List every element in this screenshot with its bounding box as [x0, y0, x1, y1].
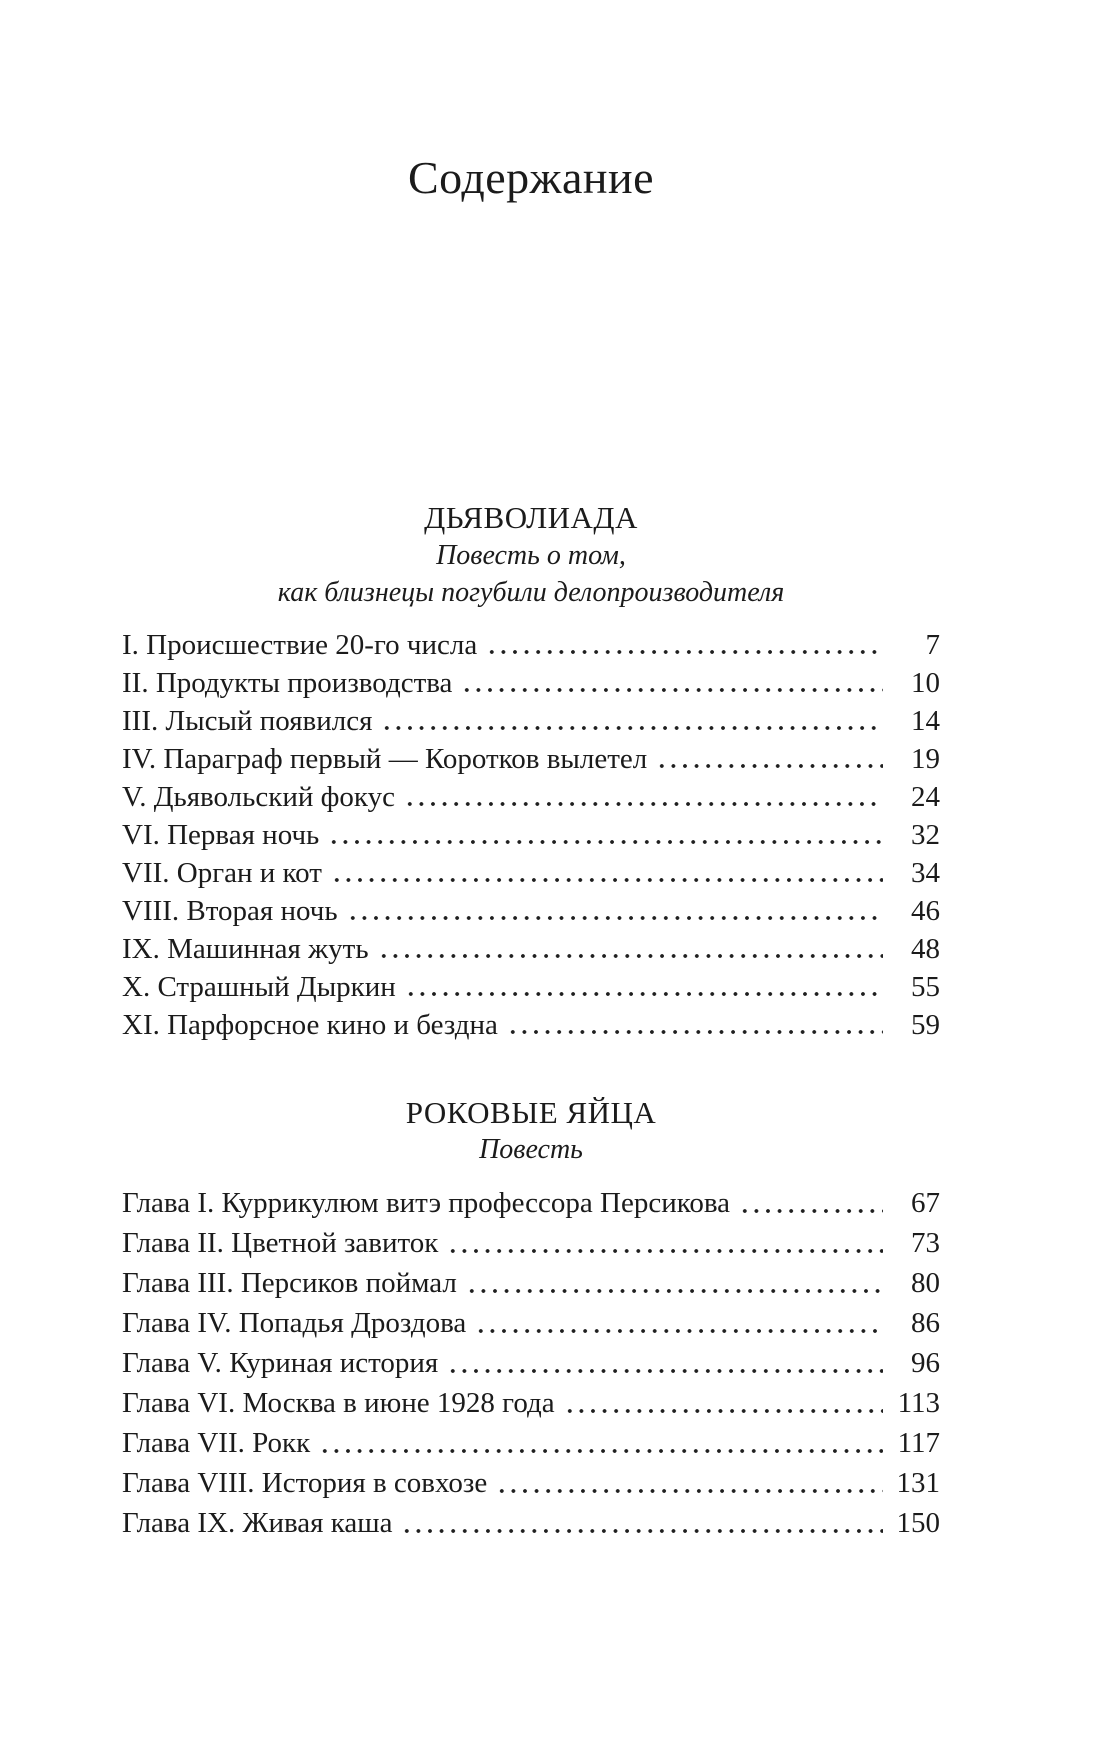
toc-entry [122, 1463, 940, 1503]
toc-entry-page: 73 [911, 1227, 940, 1260]
toc-entry [122, 626, 940, 664]
section-subtitle-line1: Повесть о том, [436, 539, 626, 571]
page-title: Содержание [407, 152, 655, 203]
toc-entry-page: 46 [911, 894, 940, 927]
toc-entry-page: 67 [911, 1187, 940, 1220]
toc-entry-page: 150 [896, 1507, 940, 1540]
dot-leader [496, 1489, 883, 1493]
toc-entry-page: 48 [911, 932, 940, 965]
dot-leader [656, 764, 883, 768]
toc-entry-label: VIII. Вторая ночь [122, 894, 338, 927]
section-heading-dyavoliada: ДЬЯВОЛИАДА [424, 500, 638, 536]
dot-leader [401, 1529, 883, 1533]
toc-entry-label: Глава IX. Живая каша [122, 1507, 393, 1540]
dot-leader [447, 1369, 883, 1373]
toc-entry-page: 86 [911, 1307, 940, 1340]
toc-entry-label: Глава VI. Москва в июне 1928 года [122, 1387, 555, 1420]
toc-entry-label: VII. Орган и кот [122, 856, 322, 889]
toc-entry-page: 24 [911, 780, 940, 813]
dot-leader [507, 1030, 883, 1034]
section-heading-rokovye-yaytsa: РОКОВЫЕ ЯЙЦА [405, 1094, 657, 1130]
toc-entry-page: 96 [911, 1347, 940, 1380]
toc-entry-label: Глава IV. Попадья Дроздова [122, 1307, 467, 1340]
toc-entry [122, 1183, 940, 1223]
toc-entry [122, 1006, 940, 1044]
toc-entry [122, 1263, 940, 1303]
dot-leader [461, 688, 883, 692]
dot-leader [475, 1329, 883, 1333]
section-subtitle-povest: Повесть [479, 1134, 583, 1166]
toc-list-dyavoliada [122, 626, 940, 1044]
toc-entry [122, 1383, 940, 1423]
toc-entry-label: Глава VII. Рокк [122, 1427, 311, 1460]
dot-leader [381, 726, 883, 730]
toc-entry-label: IV. Параграф первый — Коротков вылетел [122, 742, 648, 775]
toc-entry-label: Глава VIII. История в совхозе [122, 1467, 488, 1500]
toc-entry-label: II. Продукты производства [122, 666, 453, 699]
dot-leader [347, 916, 883, 920]
toc-entry-label: VI. Первая ночь [122, 818, 320, 851]
toc-entry-label: Глава III. Персиков поймал [122, 1267, 457, 1300]
toc-entry-label: Глава I. Куррикулюм витэ профессора Персикова [122, 1187, 731, 1220]
toc-entry [122, 702, 940, 740]
dot-leader [447, 1249, 883, 1253]
toc-entry-page: 10 [911, 666, 940, 699]
toc-entry [122, 740, 940, 778]
toc-entry-label: Глава II. Цветной завиток [122, 1227, 439, 1260]
toc-entry-page: 34 [911, 856, 940, 889]
toc-entry-label: I. Происшествие 20-го числа [122, 628, 478, 661]
toc-entry-page: 59 [911, 1008, 940, 1041]
section-subtitle-line2: как близнецы погубили делопроизводителя [277, 576, 785, 608]
toc-entry-label: XI. Парфорсное кино и бездна [122, 1008, 498, 1041]
toc-entry-page: 7 [925, 628, 940, 661]
dot-leader [319, 1449, 883, 1453]
toc-entry [122, 854, 940, 892]
toc-entry [122, 892, 940, 930]
toc-entry [122, 1503, 940, 1543]
toc-entry-page: 55 [911, 970, 940, 1003]
toc-entry [122, 930, 940, 968]
dot-leader [486, 650, 883, 654]
toc-entry-label: IX. Машинная жуть [122, 932, 369, 965]
dot-leader [331, 878, 883, 882]
toc-entry [122, 1223, 940, 1263]
toc-entry [122, 664, 940, 702]
toc-entry [122, 816, 940, 854]
dot-leader [404, 802, 883, 806]
toc-entry [122, 1423, 940, 1463]
toc-entry [122, 778, 940, 816]
toc-entry-label: III. Лысый появился [122, 704, 373, 737]
toc-entry-label: X. Страшный Дыркин [122, 970, 396, 1003]
dot-leader [739, 1209, 883, 1213]
toc-entry-page: 113 [897, 1387, 940, 1420]
toc-entry-label: V. Дьявольский фокус [122, 780, 395, 813]
toc-entry-page: 19 [911, 742, 940, 775]
dot-leader [564, 1409, 883, 1413]
dot-leader [328, 840, 883, 844]
toc-entry-label: Глава V. Куриная история [122, 1347, 439, 1380]
toc-entry-page: 80 [911, 1267, 940, 1300]
toc-entry-page: 131 [896, 1467, 940, 1500]
toc-entry-page: 117 [897, 1427, 940, 1460]
dot-leader [405, 992, 883, 996]
toc-entry-page: 32 [911, 818, 940, 851]
toc-entry [122, 1303, 940, 1343]
dot-leader [378, 954, 883, 958]
toc-entry-page: 14 [911, 704, 940, 737]
toc-entry [122, 968, 940, 1006]
toc-entry [122, 1343, 940, 1383]
toc-list-rokovye-yaytsa [122, 1183, 940, 1543]
dot-leader [466, 1289, 883, 1293]
